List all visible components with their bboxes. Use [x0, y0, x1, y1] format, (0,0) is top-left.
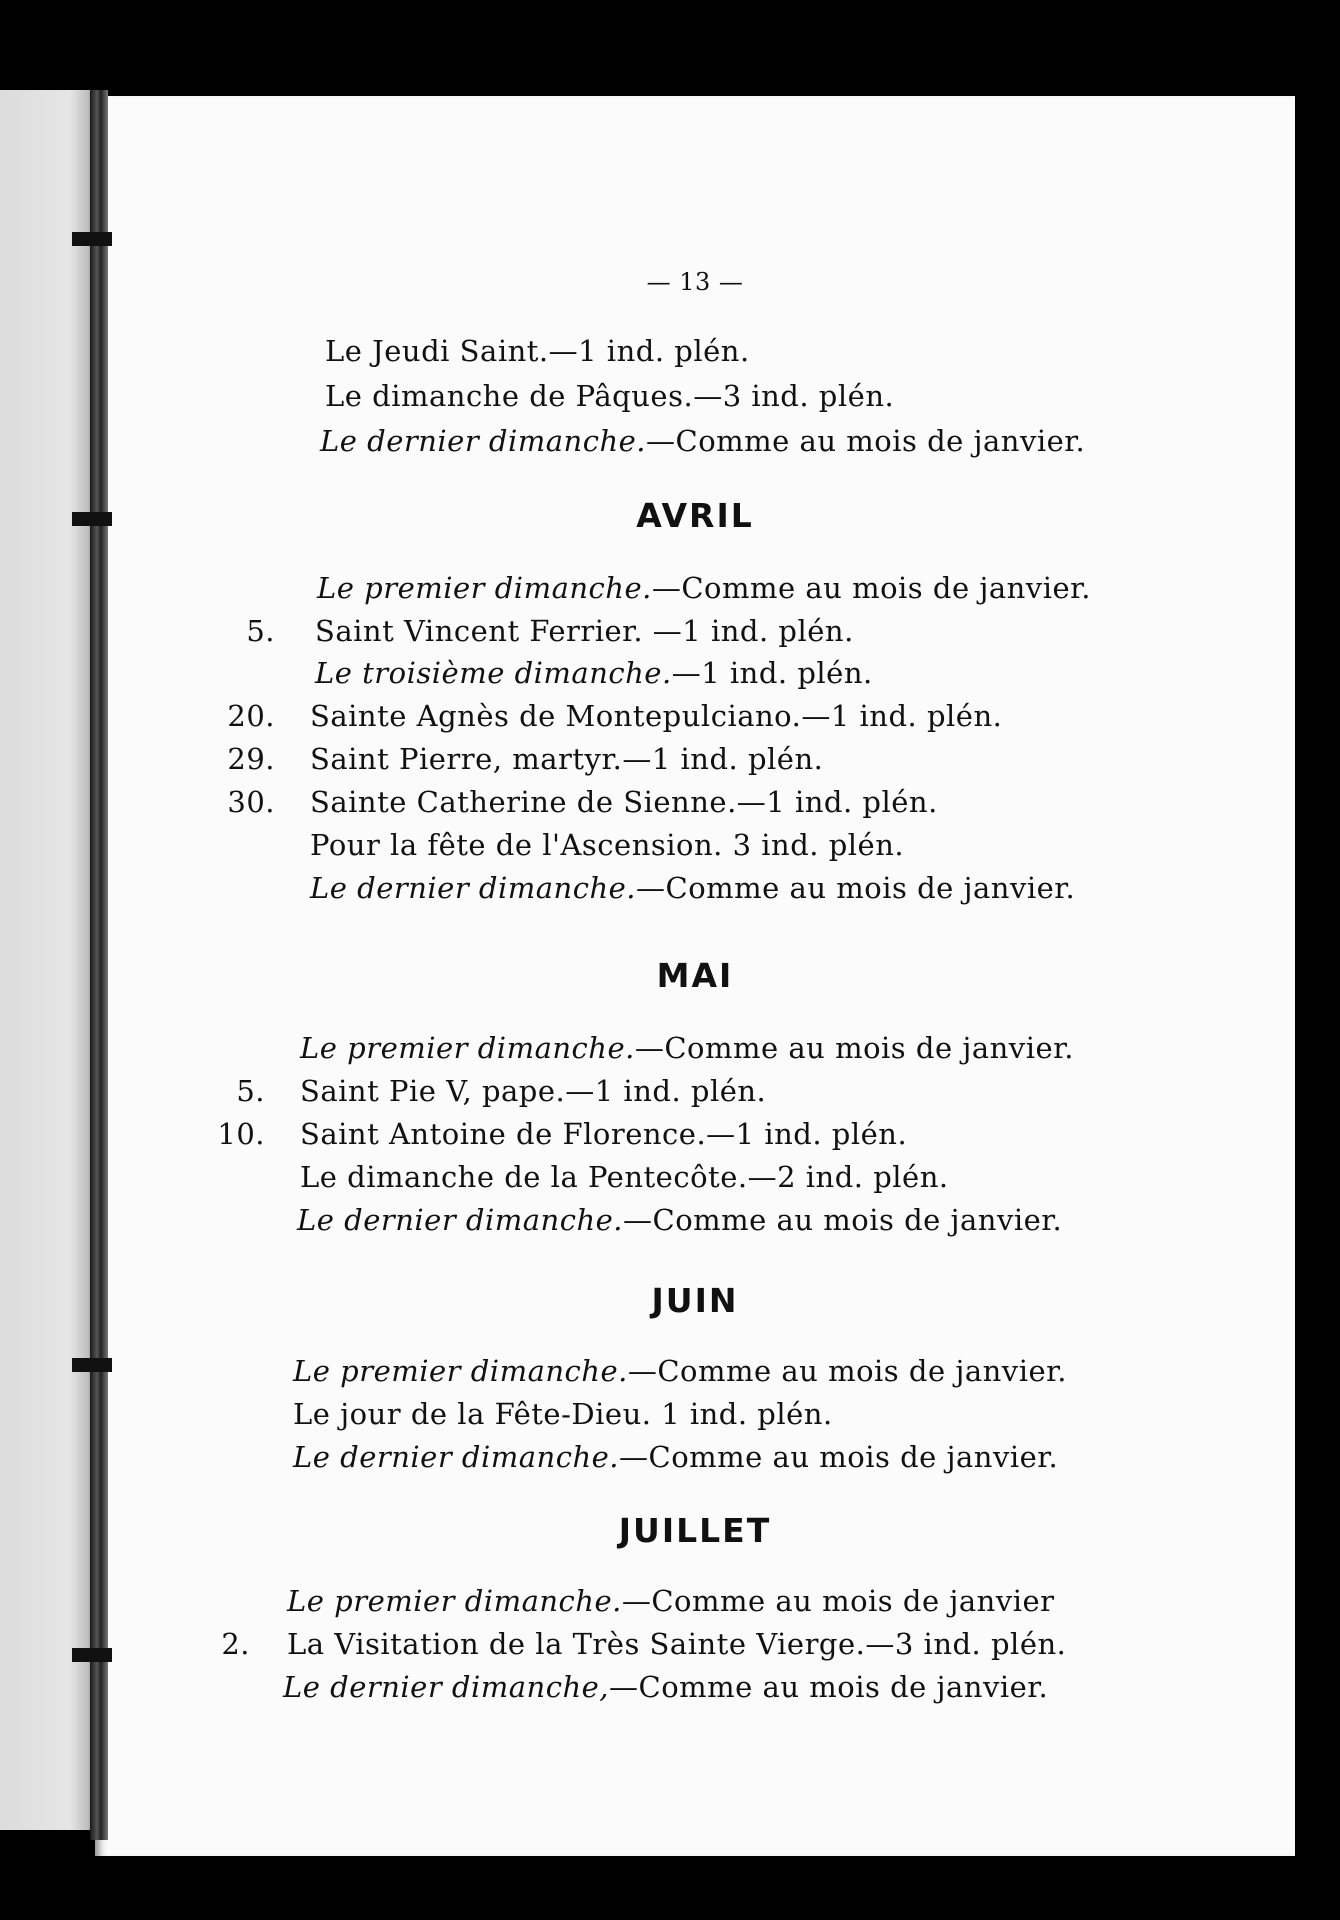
section-heading-juillet: JUILLET	[618, 1511, 772, 1550]
text-line	[287, 1584, 1055, 1618]
line-italic: Le troisième dimanche.	[315, 656, 672, 690]
book-page	[95, 96, 1295, 1856]
line-text: Pour la fête de l'Ascension. 3 ind. plén.	[310, 828, 905, 862]
line-text: Sainte Agnès de Montepulciano.—1 ind. plén.	[310, 699, 1003, 733]
text-line	[300, 1074, 766, 1108]
text-line	[293, 1354, 1067, 1388]
line-text: Le jour de la Fête-Dieu. 1 ind. plén.	[293, 1397, 833, 1431]
line-text: —Comme au mois de janvier.	[646, 424, 1086, 458]
text-line	[310, 699, 1002, 733]
line-text: La Visitation de la Très Sainte Vierge.—3 ind. plén.	[287, 1627, 1067, 1661]
book-spine	[90, 90, 108, 1840]
line-text: —Comme au mois de janvier.	[619, 1440, 1059, 1474]
line-text: Saint Vincent Ferrier. —1 ind. plén.	[315, 614, 854, 648]
day-number: 30.	[227, 785, 275, 819]
binding-thread	[72, 1648, 112, 1662]
line-text: —Comme au mois de janvier.	[623, 1203, 1063, 1237]
line-text: —Comme au mois de janvier.	[636, 871, 1076, 905]
section-heading-mai: MAI	[656, 956, 734, 995]
text-line	[283, 1670, 1048, 1704]
line-text: Saint Antoine de Florence.—1 ind. plén.	[300, 1117, 908, 1151]
line-italic: Le dernier dimanche.	[310, 871, 637, 905]
day-number: 2.	[221, 1627, 250, 1661]
line-text: Sainte Catherine de Sienne.—1 ind. plén.	[310, 785, 938, 819]
text-line	[315, 614, 854, 648]
day-number: 29.	[227, 742, 275, 776]
binding-thread	[72, 232, 112, 246]
binding-thread	[72, 1358, 112, 1372]
day-number: 5.	[236, 1074, 265, 1108]
line-text: Le dimanche de la Pentecôte.—2 ind. plén.	[300, 1160, 949, 1194]
line-text: Saint Pie V, pape.—1 ind. plén.	[300, 1074, 767, 1108]
text-line	[300, 1117, 907, 1151]
line-text: —Comme au mois de janvier.	[651, 571, 1092, 605]
day-number: 20.	[227, 699, 275, 733]
text-line	[287, 1627, 1066, 1661]
text-line	[310, 828, 904, 862]
line-italic: Le premier dimanche.	[300, 1031, 635, 1065]
text-line	[300, 1031, 1074, 1065]
line-text: —Comme au mois de janvier.	[627, 1354, 1068, 1388]
line-text: Le dimanche de Pâques.—3 ind. plén.	[325, 379, 895, 413]
text-line	[317, 571, 1091, 605]
line-italic: Le premier dimanche.	[287, 1584, 622, 1618]
line-text: Le Jeudi Saint.—1 ind. plén.	[325, 334, 750, 368]
section-heading-avril: AVRIL	[636, 496, 754, 535]
day-number: 10.	[217, 1117, 265, 1151]
binding-thread	[72, 512, 112, 526]
text-line	[293, 1397, 833, 1431]
text-line	[300, 1160, 949, 1194]
line-text: —Comme au mois de janvier	[621, 1584, 1055, 1618]
text-line	[320, 424, 1085, 458]
section-heading-juin: JUIN	[651, 1281, 739, 1320]
text-line	[310, 871, 1075, 905]
line-text: —Comme au mois de janvier.	[609, 1670, 1049, 1704]
left-page-edge	[0, 90, 100, 1830]
line-italic: Le premier dimanche.	[317, 571, 652, 605]
text-line	[297, 1203, 1062, 1237]
text-line	[325, 379, 894, 413]
day-number: 5.	[246, 614, 275, 648]
text-line	[293, 1440, 1058, 1474]
page-number: — 13 —	[646, 268, 744, 296]
text-line	[310, 785, 938, 819]
text-line	[315, 656, 873, 690]
line-italic: Le dernier dimanche,	[283, 1670, 610, 1704]
line-italic: Le dernier dimanche.	[293, 1440, 620, 1474]
line-italic: Le dernier dimanche.	[320, 424, 647, 458]
text-line	[310, 742, 823, 776]
line-italic: Le premier dimanche.	[293, 1354, 628, 1388]
line-italic: Le dernier dimanche.	[297, 1203, 624, 1237]
line-text: —Comme au mois de janvier.	[634, 1031, 1075, 1065]
line-text: Saint Pierre, martyr.—1 ind. plén.	[310, 742, 824, 776]
line-text: —1 ind. plén.	[671, 656, 873, 690]
text-line	[325, 334, 750, 368]
